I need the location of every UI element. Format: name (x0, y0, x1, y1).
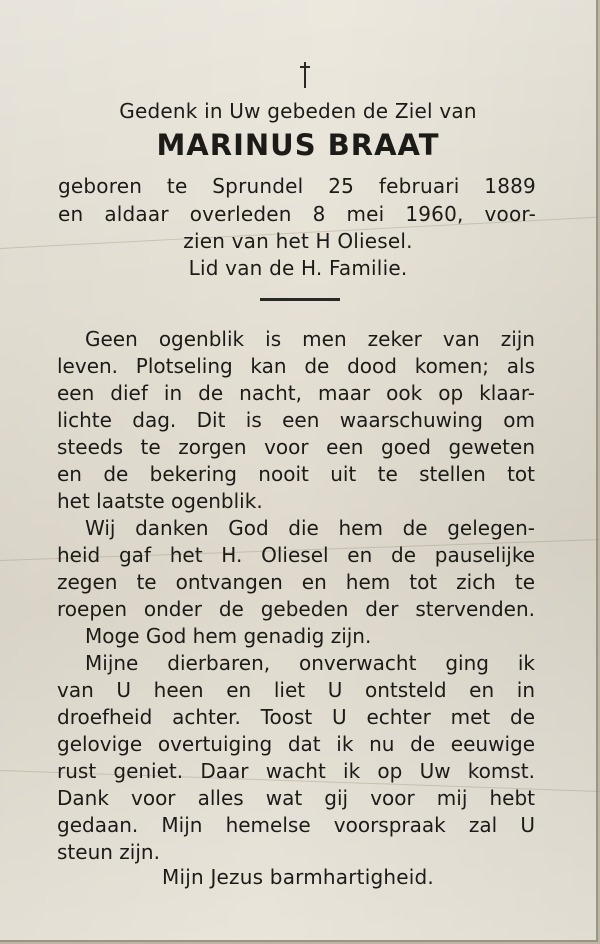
bio-line: Lid van de H. Familie. (188, 256, 408, 280)
text-line: heid gaf het H. Oliesel en de pauselijke (57, 543, 535, 567)
text-line: zegen te ontvangen en hem tot zich te (57, 570, 535, 594)
divider (260, 298, 340, 301)
text-line: steun zijn. (57, 840, 160, 864)
text-line: lichte dag. Dit is een waarschuwing om (57, 408, 535, 432)
text-line: Dank voor alles wat gij voor mij hebt (57, 786, 535, 810)
text-line: Moge God hem genadig zijn. (85, 624, 372, 648)
text-line: leven. Plotseling kan de dood komen; als (57, 354, 535, 378)
cross-icon (300, 62, 310, 90)
closing-prayer: Mijn Jezus barmhartigheid. (162, 865, 434, 889)
text-line: gelovige overtuiging dat ik nu de eeuwige (57, 732, 535, 756)
deceased-name: MARINUS BRAAT (156, 128, 440, 162)
text-line: van U heen en liet U ontsteld en in (57, 678, 535, 702)
bio-line: en aldaar overleden 8 mei 1960, voor- (58, 202, 536, 226)
text-line: roepen onder de gebeden der stervenden. (57, 597, 535, 621)
bio-line: geboren te Sprundel 25 februari 1889 (58, 174, 536, 198)
text-line: droefheid achter. Toost U echter met de (57, 705, 535, 729)
text-line: gedaan. Mijn hemelse voorspraak zal U (57, 813, 535, 837)
text-line: Wij danken God die hem de gelegen- (85, 516, 535, 540)
text-line: een dief in de nacht, maar ook op klaar- (57, 381, 535, 405)
intro-text: Gedenk in Uw gebeden de Ziel van (119, 99, 477, 123)
text-line: steeds te zorgen voor een goed geweten (57, 435, 535, 459)
text-line: Mijne dierbaren, onverwacht ging ik (85, 651, 535, 675)
text-line: Geen ogenblik is men zeker van zijn (85, 327, 535, 351)
text-line: en de bekering nooit uit te stellen tot (57, 462, 535, 486)
text-line: rust geniet. Daar wacht ik op Uw komst. (57, 759, 535, 783)
bio-line: zien van het H Oliesel. (183, 229, 413, 253)
text-line: het laatste ogenblik. (57, 489, 263, 513)
